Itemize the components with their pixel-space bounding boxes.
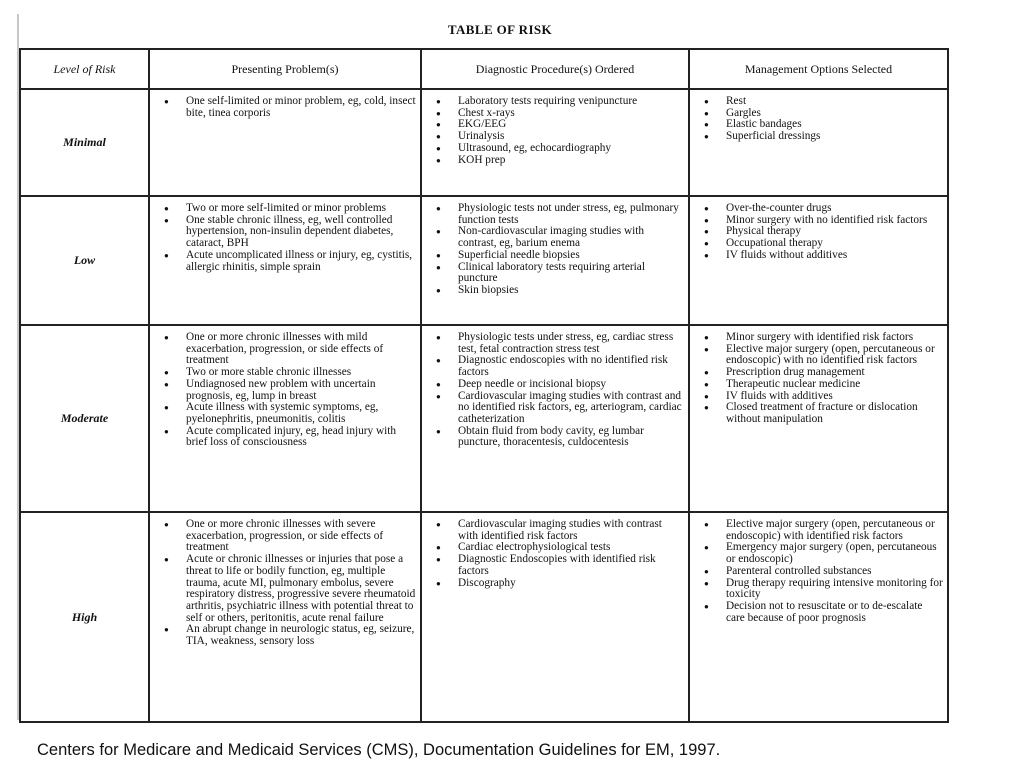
problems-cell xyxy=(149,89,421,196)
bullet-list xyxy=(422,513,688,591)
list-item: ● Clinical laboratory tests requiring arterial puncture xyxy=(432,262,684,285)
list-item: ● One stable chronic illness, eg, well controlled hypertension, non-insulin dependent diabetes, cataract, BPH xyxy=(160,215,416,250)
list-item: ● Cardiovascular imaging studies with contrast with identified risk factors xyxy=(432,519,684,542)
source-citation: Centers for Medicare and Medicaid Services (CMS), Documentation Guidelines for EM, 1997. xyxy=(37,741,721,759)
list-item: ● Laboratory tests requiring venipuncture xyxy=(432,96,684,108)
risk-table xyxy=(19,48,949,723)
procedures-cell xyxy=(421,512,689,722)
list-item: ● Rest xyxy=(700,96,943,108)
list-item: ● Gargles xyxy=(700,108,943,120)
list-item: ● Two or more stable chronic illnesses xyxy=(160,367,416,379)
list-item: ● Decision not to resuscitate or to de-escalate care because of poor prognosis xyxy=(700,601,943,624)
level-cell: Moderate xyxy=(20,325,149,512)
list-item: ● Parenteral controlled substances xyxy=(700,566,943,578)
list-item: ● Two or more self-limited or minor problems xyxy=(160,203,416,215)
list-item: ● Physiologic tests not under stress, eg, pulmonary function tests xyxy=(432,203,684,226)
bullet-list xyxy=(422,326,688,451)
header-diagnostic-procedures: Diagnostic Procedure(s) Ordered xyxy=(421,49,689,89)
list-item: ● One or more chronic illnesses with severe exacerbation, progression, or side effects of treatment xyxy=(160,519,416,554)
list-item: ● Ultrasound, eg, echocardiography xyxy=(432,143,684,155)
risk-row-high xyxy=(20,512,948,722)
bullet-list xyxy=(690,326,947,428)
table-title: TABLE OF RISK xyxy=(447,22,553,37)
list-item: ● Urinalysis xyxy=(432,131,684,143)
level-cell: Low xyxy=(20,196,149,325)
list-item: ● Cardiac electrophysiological tests xyxy=(432,542,684,554)
list-item: ● Acute illness with systemic symptoms, eg, pyelonephritis, pneumonitis, colitis xyxy=(160,402,416,425)
list-item: ● Acute complicated injury, eg, head injury with brief loss of consciousness xyxy=(160,426,416,449)
list-item: ● An abrupt change in neurologic status, eg, seizure, TIA, weakness, sensory loss xyxy=(160,624,416,647)
risk-row-moderate xyxy=(20,325,948,512)
list-item: ● Deep needle or incisional biopsy xyxy=(432,379,684,391)
management-cell xyxy=(689,89,948,196)
header-row xyxy=(20,49,948,89)
list-item: ● One self-limited or minor problem, eg, cold, insect bite, tinea corporis xyxy=(160,96,416,119)
list-item: ● Minor surgery with identified risk factors xyxy=(700,332,943,344)
list-item: ● Skin biopsies xyxy=(432,285,684,297)
management-cell xyxy=(689,196,948,325)
list-item: ● Undiagnosed new problem with uncertain prognosis, eg, lump in breast xyxy=(160,379,416,402)
header-level-of-risk: Level of Risk xyxy=(20,49,149,89)
bullet-list xyxy=(690,197,947,264)
list-item: ● Non-cardiovascular imaging studies with contrast, eg, barium enema xyxy=(432,226,684,249)
list-item: ● Prescription drug management xyxy=(700,367,943,379)
bullet-list xyxy=(690,513,947,626)
list-item: ● Superficial dressings xyxy=(700,131,943,143)
header-management-options: Management Options Selected xyxy=(689,49,948,89)
list-item: ● Elective major surgery (open, percutaneous or endoscopic) with no identified risk factors xyxy=(700,344,943,367)
list-item: ● Diagnostic Endoscopies with identified risk factors xyxy=(432,554,684,577)
list-item: ● One or more chronic illnesses with mild exacerbation, progression, or side effects of treatment xyxy=(160,332,416,367)
procedures-cell xyxy=(421,196,689,325)
header-presenting-problems: Presenting Problem(s) xyxy=(149,49,421,89)
procedures-cell xyxy=(421,325,689,512)
list-item: ● Drug therapy requiring intensive monitoring for toxicity xyxy=(700,578,943,601)
bullet-list xyxy=(150,326,420,451)
risk-row-minimal xyxy=(20,89,948,196)
list-item: ● Chest x-rays xyxy=(432,108,684,120)
list-item: ● Physiologic tests under stress, eg, cardiac stress test, fetal contraction stress test xyxy=(432,332,684,355)
problems-cell xyxy=(149,196,421,325)
bullet-list xyxy=(150,197,420,275)
list-item: ● Diagnostic endoscopies with no identified risk factors xyxy=(432,355,684,378)
bullet-list xyxy=(422,90,688,168)
list-item: ● Superficial needle biopsies xyxy=(432,250,684,262)
list-item: ● Elastic bandages xyxy=(700,119,943,131)
list-item: ● Minor surgery with no identified risk factors xyxy=(700,215,943,227)
list-item: ● Occupational therapy xyxy=(700,238,943,250)
list-item: ● Emergency major surgery (open, percutaneous or endoscopic) xyxy=(700,542,943,565)
list-item: ● Cardiovascular imaging studies with contrast and no identified risk factors, eg, arteriogram, cardiac catheterization xyxy=(432,391,684,426)
list-item: ● Therapeutic nuclear medicine xyxy=(700,379,943,391)
management-cell xyxy=(689,325,948,512)
bullet-list xyxy=(150,513,420,650)
problems-cell xyxy=(149,512,421,722)
list-item: ● Elective major surgery (open, percutaneous or endoscopic) with identified risk factors xyxy=(700,519,943,542)
list-item: ● Acute uncomplicated illness or injury, eg, cystitis, allergic rhinitis, simple sprain xyxy=(160,250,416,273)
bullet-list xyxy=(150,90,420,121)
bullet-list xyxy=(690,90,947,145)
list-item: ● Physical therapy xyxy=(700,226,943,238)
list-item: ● Discography xyxy=(432,578,684,590)
list-item: ● Obtain fluid from body cavity, eg lumbar puncture, thoracentesis, culdocentesis xyxy=(432,426,684,449)
list-item: ● Over-the-counter drugs xyxy=(700,203,943,215)
list-item: ● IV fluids with additives xyxy=(700,391,943,403)
management-cell xyxy=(689,512,948,722)
list-item: ● KOH prep xyxy=(432,155,684,167)
problems-cell xyxy=(149,325,421,512)
level-cell: Minimal xyxy=(20,89,149,196)
list-item: ● EKG/EEG xyxy=(432,119,684,131)
risk-row-low xyxy=(20,196,948,325)
level-cell: High xyxy=(20,512,149,722)
bullet-list xyxy=(422,197,688,299)
list-item: ● Closed treatment of fracture or dislocation without manipulation xyxy=(700,402,943,425)
list-item: ● IV fluids without additives xyxy=(700,250,943,262)
procedures-cell xyxy=(421,89,689,196)
list-item: ● Acute or chronic illnesses or injuries that pose a threat to life or bodily function, eg, multiple trauma, acute MI, pulmonary embolus, severe respiratory distress, progressive severe rheumatoid arthritis, psychiatric illness with potential threat to self or others, peritonitis, acute renal failure xyxy=(160,554,416,624)
